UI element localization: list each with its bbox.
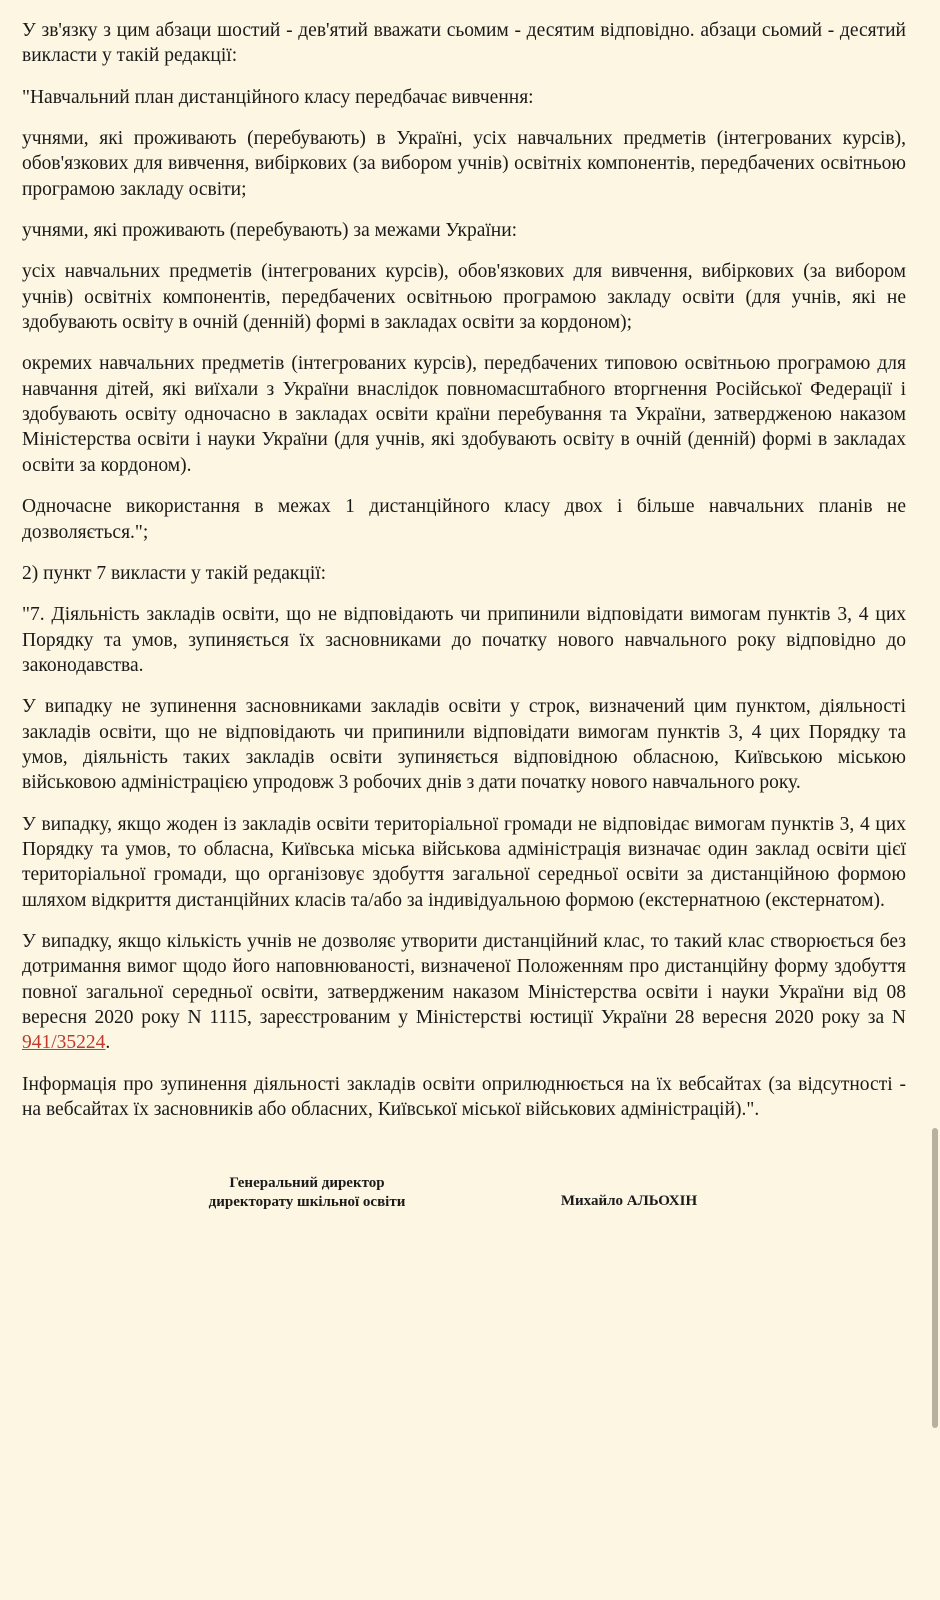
paragraph-9: "7. Діяльність закладів освіти, що не відповідають чи припинили відповідати вимогам пунктів 3, 4 цих Порядку та умов, зупиняється їх засновниками до початку нового навчального року відповідно до законодавства. <box>22 604 906 676</box>
vertical-scrollbar-thumb[interactable] <box>932 1128 938 1428</box>
paragraph-with-registration-link <box>22 929 906 1056</box>
paragraph-6: окремих навчальних предметів (інтегрованих курсів), передбачених типовою освітньою програмою для навчання дітей, які виїхали з України внаслідок повномасштабного вторгнення Російської Федерації і здобувають освіту одночасно в закладах освіти країни перебування та України, затвердженою наказом Міністерства освіти і науки України (для учнів, які здобувають освіту в очній (денній) формі в закладах освіти за кордоном). <box>22 353 906 476</box>
signatory-name: Михайло АЛЬОХІН <box>560 1193 698 1210</box>
paragraph-3: учнями, які проживають (перебувають) в Україні, усіх навчальних предметів (інтегрованих курсів), обов'язкових для вивчення, вибіркових (за вибором учнів) освітніх компонентів, передбачених освітньою програмою закладу освіти; <box>22 128 906 200</box>
paragraph-text-before-link: У випадку, якщо кількість учнів не дозволяє утворити дистанційний клас, то такий клас створюється без дотримання вимог щодо його наповнюваності, визначеної Положенням про дистанційну форму здобуття повної загальної середньої освіти, затвердженим наказом Міністерства освіти і науки України від 08 вересня 2020 року N 1115, зареєстрованим у Міністерстві юстиції України 28 вересня 2020 року за N <box>22 930 906 1028</box>
paragraph-5: усіх навчальних предметів (інтегрованих курсів), обов'язкових для вивчення, вибіркових (за вибором учнів) освітніх компонентів, передбачених освітньою програмою закладу освіти (для учнів, які не здобувають освіту в очній (денній) формі в закладах освіти за кордоном); <box>22 261 906 334</box>
paragraph-11: У випадку, якщо жоден із закладів освіти територіальної громади не відповідає вимогам пунктів 3, 4 цих Порядку та умов, то обласна, Київська міська військова адміністрація визначає один заклад освіти цієї територіальної громади, що організовує здобуття загальної середньої освіти за дистанційною формою шляхом відкриття дистанційних класів та/або за індивідуальною формою (екстернатною (екстернатом). <box>22 813 906 911</box>
paragraph-8: 2) пункт 7 викласти у такій редакції: <box>22 562 327 584</box>
signature-block <box>22 1174 906 1212</box>
vertical-scrollbar[interactable] <box>931 0 940 1600</box>
registration-number-link[interactable]: 941/35224 <box>22 1032 106 1054</box>
paragraph-2: "Навчальний план дистанційного класу передбачає вивчення: <box>22 86 534 108</box>
paragraph-final: Інформація про зупинення діяльності закладів освіти оприлюднюється на їх вебсайтах (за відсутності - на вебсайтах їх засновників або обласних, Київської міської військових адміністрацій).". <box>22 1073 906 1121</box>
paragraph-10: У випадку не зупинення засновниками закладів освіти у строк, визначений цим пунктом, діяльності закладів освіти, що не відповідають чи припинили відповідати вимогам пунктів 3, 4 цих Порядку та умов, діяльність таких закладів освіти зупиняється відповідною обласною, Київською міською військовою адміністрацією упродовж 3 робочих днів з дати початку нового навчального року. <box>22 696 906 794</box>
signatory-position-line-2: директорату шкільної освіти <box>208 1194 406 1211</box>
paragraph-text-after-link: . <box>105 1032 111 1054</box>
paragraph-7: Одночасне використання в межах 1 дистанційного класу двох і більше навчальних планів не дозволяється."; <box>22 496 906 543</box>
paragraph-1: У зв'язку з цим абзаци шостий - дев'ятий вважати сьомим - десятим відповідно. абзаци сьомий - десятий викласти у такій редакції: <box>22 20 906 67</box>
signatory-position <box>142 1174 472 1212</box>
paragraph-4: учнями, які проживають (перебувають) за межами України: <box>22 220 518 242</box>
signatory-position-line-1: Генеральний директор <box>229 1175 385 1192</box>
